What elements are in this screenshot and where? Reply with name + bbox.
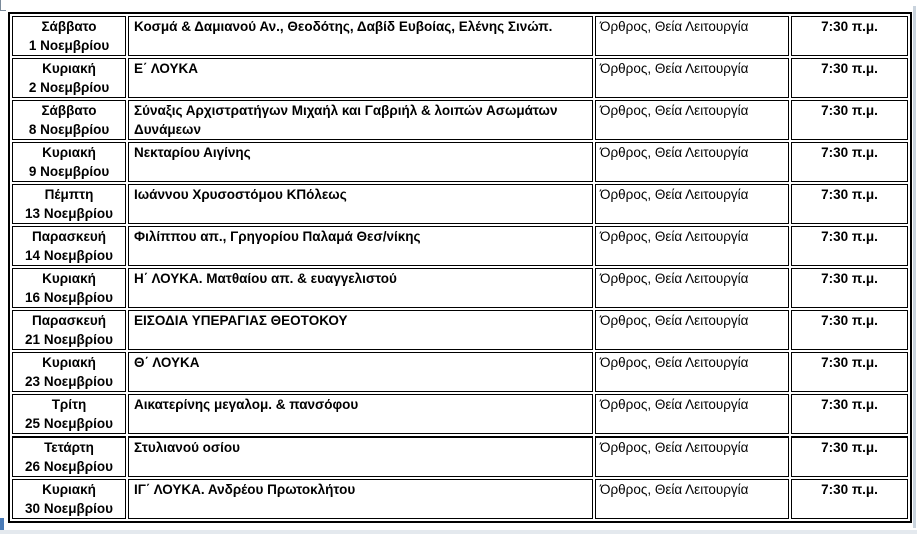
service-time: 7:30 π.μ. xyxy=(821,229,878,244)
service-type: Όρθρος, Θεία Λειτουργία xyxy=(600,61,749,76)
schedule-row xyxy=(12,16,908,56)
service-type: Όρθρος, Θεία Λειτουργία xyxy=(600,145,749,160)
weekday: Πέμπτη xyxy=(44,187,94,202)
feast-name: ΕΙΣΟΔΙΑ ΥΠΕΡΑΓΙΑΣ ΘΕΟΤΟΚΟΥ xyxy=(134,313,348,328)
date-cell xyxy=(12,268,126,308)
schedule-row xyxy=(12,436,908,477)
feast-name: Φιλίππου απ., Γρηγορίου Παλαμά Θεσ/νίκης xyxy=(134,229,421,244)
service-type: Όρθρος, Θεία Λειτουργία xyxy=(600,355,749,370)
feast-cell xyxy=(128,352,593,392)
feast-cell xyxy=(128,268,593,308)
time-cell xyxy=(791,310,908,350)
weekday: Κυριακή xyxy=(42,355,96,370)
date: 13 Νοεμβρίου xyxy=(25,206,113,221)
date: 9 Νοεμβρίου xyxy=(28,164,110,179)
weekday: Σάββατο xyxy=(41,19,97,34)
service-time: 7:30 π.μ. xyxy=(821,187,878,202)
service-time: 7:30 π.μ. xyxy=(821,145,878,160)
weekday: Κυριακή xyxy=(42,61,96,76)
service-time: 7:30 π.μ. xyxy=(821,313,878,328)
service-cell xyxy=(595,184,789,224)
date: 30 Νοεμβρίου xyxy=(25,501,113,516)
date: 8 Νοεμβρίου xyxy=(28,122,110,137)
time-cell xyxy=(791,100,908,140)
schedule-body xyxy=(12,16,908,519)
schedule-row xyxy=(12,394,908,434)
feast-name: Θ΄ ΛΟΥΚΑ xyxy=(134,355,200,370)
date-cell xyxy=(12,100,126,140)
feast-name: Αικατερίνης μεγαλομ. & πανσόφου xyxy=(134,397,359,412)
time-cell xyxy=(791,58,908,98)
services-schedule-table xyxy=(8,12,912,523)
date: 16 Νοεμβρίου xyxy=(25,290,113,305)
service-type: Όρθρος, Θεία Λειτουργία xyxy=(600,440,749,455)
service-time: 7:30 π.μ. xyxy=(821,271,878,286)
schedule-row xyxy=(12,268,908,308)
time-cell xyxy=(791,352,908,392)
feast-cell xyxy=(128,436,593,477)
schedule-row xyxy=(12,352,908,392)
feast-cell xyxy=(128,310,593,350)
time-cell xyxy=(791,394,908,434)
weekday: Παρασκευή xyxy=(32,229,106,244)
feast-cell xyxy=(128,100,593,140)
weekday: Παρασκευή xyxy=(32,313,106,328)
weekday: Κυριακή xyxy=(42,145,96,160)
service-cell xyxy=(595,100,789,140)
date-cell xyxy=(12,226,126,266)
service-time: 7:30 π.μ. xyxy=(821,397,878,412)
time-cell xyxy=(791,184,908,224)
date: 26 Νοεμβρίου xyxy=(25,459,113,474)
date: 1 Νοεμβρίου xyxy=(28,38,110,53)
service-time: 7:30 π.μ. xyxy=(821,440,878,455)
time-cell xyxy=(791,142,908,182)
date-cell xyxy=(12,16,126,56)
feast-name: Στυλιανού οσίου xyxy=(134,440,241,455)
time-cell xyxy=(791,436,908,477)
feast-name-continued: Δυνάμεων xyxy=(134,122,201,137)
weekday: Κυριακή xyxy=(42,271,96,286)
service-type: Όρθρος, Θεία Λειτουργία xyxy=(600,229,749,244)
service-cell xyxy=(595,394,789,434)
service-type: Όρθρος, Θεία Λειτουργία xyxy=(600,19,749,34)
time-cell xyxy=(791,268,908,308)
service-time: 7:30 π.μ. xyxy=(821,61,878,76)
feast-name: Νεκταρίου Αιγίνης xyxy=(134,145,251,160)
feast-name: Ιωάννου Χρυσοστόμου ΚΠόλεως xyxy=(134,187,347,202)
service-cell xyxy=(595,58,789,98)
service-type: Όρθρος, Θεία Λειτουργία xyxy=(600,271,749,286)
date-cell xyxy=(12,310,126,350)
feast-cell xyxy=(128,226,593,266)
date-cell xyxy=(12,352,126,392)
weekday: Σάββατο xyxy=(41,103,97,118)
weekday: Τετάρτη xyxy=(44,440,94,455)
date-cell xyxy=(12,142,126,182)
window-corner-marker xyxy=(0,0,6,11)
service-cell xyxy=(595,310,789,350)
date-cell xyxy=(12,479,126,519)
service-cell xyxy=(595,142,789,182)
feast-cell xyxy=(128,142,593,182)
feast-cell xyxy=(128,184,593,224)
service-cell xyxy=(595,226,789,266)
schedule-row xyxy=(12,100,908,140)
schedule-row xyxy=(12,184,908,224)
feast-cell xyxy=(128,479,593,519)
date: 25 Νοεμβρίου xyxy=(25,416,113,431)
service-cell xyxy=(595,436,789,477)
service-time: 7:30 π.μ. xyxy=(821,103,878,118)
left-margin-marker xyxy=(0,518,4,530)
service-time: 7:30 π.μ. xyxy=(821,19,878,34)
time-cell xyxy=(791,479,908,519)
weekday: Κυριακή xyxy=(42,482,96,497)
time-cell xyxy=(791,16,908,56)
feast-cell xyxy=(128,16,593,56)
service-cell xyxy=(595,352,789,392)
weekday: Τρίτη xyxy=(51,397,87,412)
service-time: 7:30 π.μ. xyxy=(821,482,878,497)
service-type: Όρθρος, Θεία Λειτουργία xyxy=(600,187,749,202)
service-type: Όρθρος, Θεία Λειτουργία xyxy=(600,313,749,328)
schedule-row xyxy=(12,310,908,350)
schedule-row xyxy=(12,226,908,266)
feast-name: ΙΓ΄ ΛΟΥΚΑ. Ανδρέου Πρωτοκλήτου xyxy=(134,482,356,497)
bottom-edge xyxy=(0,530,917,534)
date-cell xyxy=(12,436,126,477)
right-scroll-edge xyxy=(913,6,916,528)
date: 2 Νοεμβρίου xyxy=(28,80,110,95)
time-cell xyxy=(791,226,908,266)
date-cell xyxy=(12,184,126,224)
schedule-row xyxy=(12,479,908,519)
schedule-row xyxy=(12,58,908,98)
date: 23 Νοεμβρίου xyxy=(25,374,113,389)
service-cell xyxy=(595,16,789,56)
service-type: Όρθρος, Θεία Λειτουργία xyxy=(600,103,749,118)
service-time: 7:30 π.μ. xyxy=(821,355,878,370)
date: 21 Νοεμβρίου xyxy=(25,332,113,347)
service-type: Όρθρος, Θεία Λειτουργία xyxy=(600,397,749,412)
date: 14 Νοεμβρίου xyxy=(25,248,113,263)
feast-name: Η΄ ΛΟΥΚΑ. Ματθαίου απ. & ευαγγελιστού xyxy=(134,271,397,286)
schedule-row xyxy=(12,142,908,182)
date-cell xyxy=(12,58,126,98)
feast-cell xyxy=(128,58,593,98)
feast-cell xyxy=(128,394,593,434)
feast-name: Ε΄ ΛΟΥΚΑ xyxy=(134,61,199,76)
feast-name: Κοσμά & Δαμιανού Αν., Θεοδότης, Δαβίδ Ευβοίας, Ελένης Σινώπ. xyxy=(134,19,553,34)
date-cell xyxy=(12,394,126,434)
feast-name: Σύναξις Αρχιστρατήγων Μιχαήλ και Γαβριήλ & λοιπών Ασωμάτων xyxy=(134,103,558,118)
service-cell xyxy=(595,268,789,308)
service-type: Όρθρος, Θεία Λειτουργία xyxy=(600,482,749,497)
service-cell xyxy=(595,479,789,519)
